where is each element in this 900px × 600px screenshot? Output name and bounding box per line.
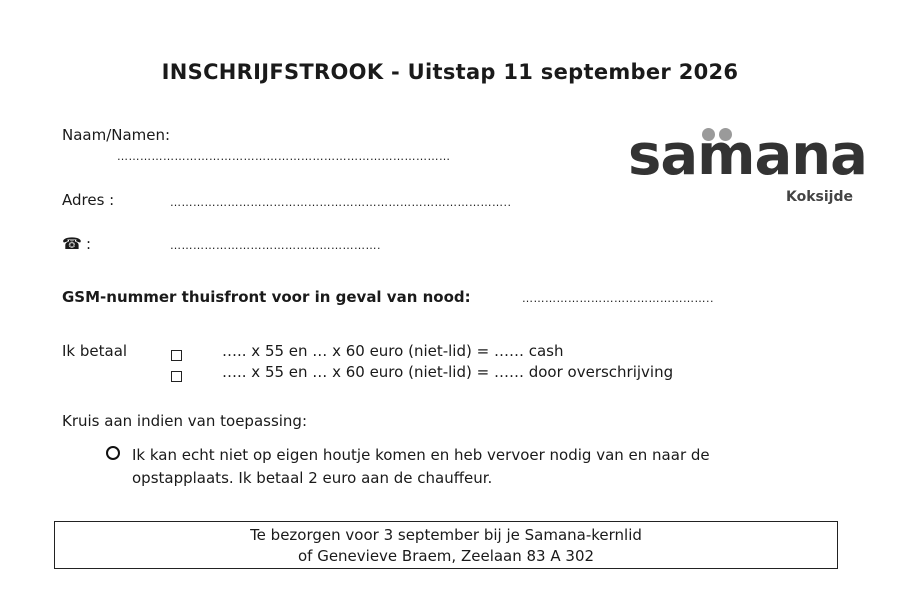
emergency-field[interactable]: …………………………………………..	[522, 292, 714, 305]
address-field[interactable]: ……………………………………………………………………………..	[170, 196, 512, 209]
emergency-label: GSM-nummer thuisfront voor in geval van nood:	[62, 288, 471, 306]
delivery-notice-line1: Te bezorgen voor 3 september bij je Samana-kernlid	[250, 526, 642, 544]
payment-cash-text: ….. x 55 en … x 60 euro (niet-lid) = …… cash	[222, 342, 564, 360]
delivery-notice-box	[54, 521, 838, 569]
phone-label: :	[86, 235, 92, 253]
transport-radio[interactable]	[106, 446, 120, 460]
payment-label: Ik betaal	[62, 342, 128, 360]
transport-option-line2: opstapplaats. Ik betaal 2 euro aan de chauffeur.	[132, 469, 493, 487]
name-label: Naam/Namen:	[62, 126, 171, 144]
payment-transfer-checkbox[interactable]	[171, 367, 182, 386]
delivery-notice-line2: of Genevieve Braem, Zeelaan 83 A 302	[297, 547, 595, 565]
phone-field[interactable]: ……………………………………………….	[170, 239, 381, 252]
samana-logo: samana	[628, 123, 867, 188]
payment-transfer-text: ….. x 55 en … x 60 euro (niet-lid) = …… door overschrijving	[222, 363, 674, 381]
form-title: INSCHRIJFSTROOK - Uitstap 11 september 2026	[161, 60, 739, 84]
transport-option-line1: Ik kan echt niet op eigen houtje komen en heb vervoer nodig van en naar de	[132, 446, 710, 464]
checklist-intro: Kruis aan indien van toepassing:	[62, 412, 308, 430]
telephone-icon: ☎	[62, 234, 82, 253]
payment-cash-checkbox[interactable]	[171, 346, 182, 365]
name-field[interactable]: ……………………………………………………………………………	[117, 150, 451, 163]
address-label: Adres :	[62, 191, 115, 209]
logo-subtitle: Koksijde	[786, 189, 853, 205]
